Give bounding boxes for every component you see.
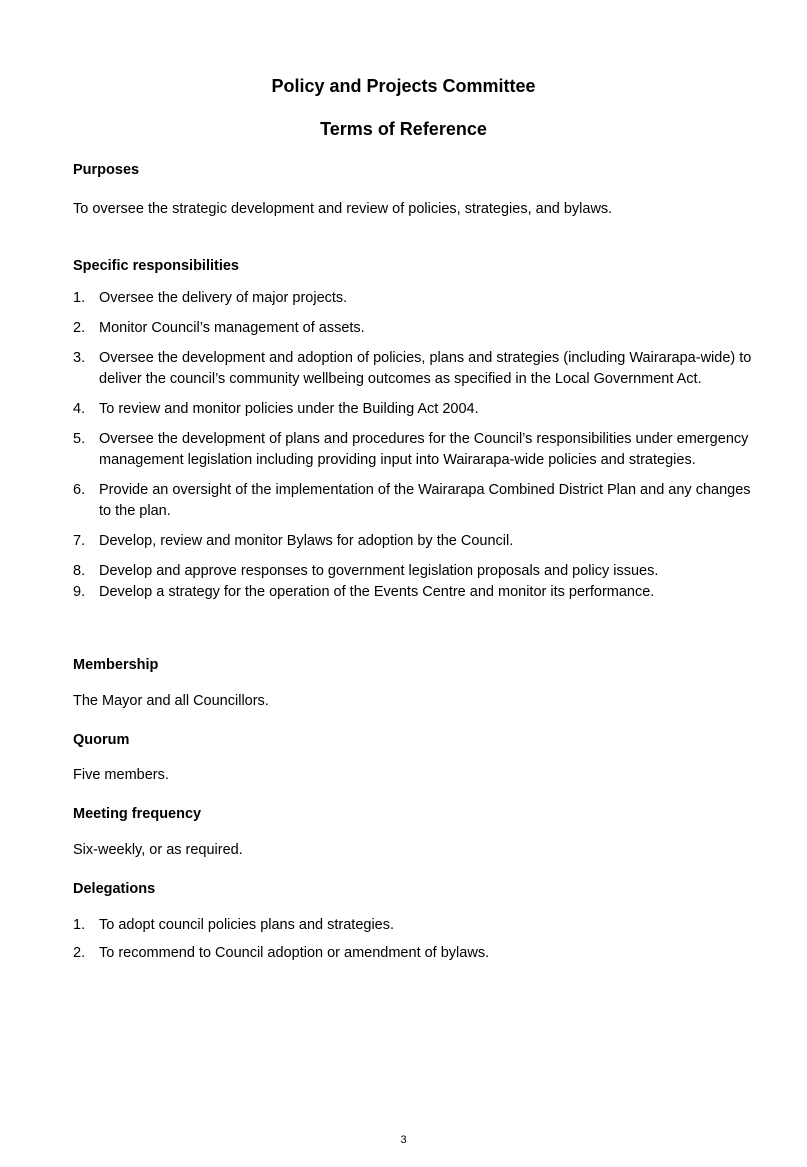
- document-subtitle: Terms of Reference: [320, 119, 487, 139]
- list-item-number: 3.: [73, 350, 86, 366]
- meeting-frequency-heading: Meeting frequency: [73, 806, 202, 822]
- responsibilities-heading: Specific responsibilities: [73, 258, 239, 274]
- quorum-text: Five members.: [73, 767, 169, 783]
- list-item-text: Oversee the development and adoption of policies, plans and strategies (including Wairarapa-wide) to deliver the council’s community wellbeing outcomes as specified in the Local Government Act.: [99, 350, 752, 387]
- list-item-text: To recommend to Council adoption or amendment of bylaws.: [99, 945, 490, 961]
- list-item-text: Oversee the development of plans and procedures for the Council’s responsibilities under emergency management legislation including providing input into Wairarapa-wide policies and strategies.: [99, 431, 749, 468]
- list-item-number: 5.: [73, 431, 86, 447]
- quorum-heading: Quorum: [73, 732, 130, 748]
- list-item: [73, 399, 753, 420]
- purposes-heading: Purposes: [73, 162, 140, 178]
- list-item-text: To review and monitor policies under the Building Act 2004.: [99, 401, 479, 417]
- membership-text: The Mayor and all Councillors.: [73, 693, 269, 709]
- list-item-text: Provide an oversight of the implementation of the Wairarapa Combined District Plan and any changes to the plan.: [99, 482, 751, 519]
- delegations-heading: Delegations: [73, 881, 156, 897]
- meeting-frequency-text: Six-weekly, or as required.: [73, 842, 243, 858]
- list-item-number: 7.: [73, 533, 86, 549]
- list-item-number: 9.: [73, 584, 86, 600]
- list-item-text: Oversee the delivery of major projects.: [99, 290, 348, 306]
- list-item: [73, 318, 753, 339]
- list-item-number: 1.: [73, 290, 86, 306]
- list-item: [73, 915, 753, 936]
- list-item-number: 2.: [73, 945, 86, 961]
- list-item-text: To adopt council policies plans and strategies.: [99, 917, 395, 933]
- delegations-list: [73, 915, 753, 971]
- list-item-number: 6.: [73, 482, 86, 498]
- purposes-text: To oversee the strategic development and review of policies, strategies, and bylaws.: [73, 201, 613, 217]
- list-item-text: Develop, review and monitor Bylaws for adoption by the Council.: [99, 533, 514, 549]
- document-title: Policy and Projects Committee: [271, 76, 536, 96]
- list-item: [73, 480, 753, 522]
- list-item-number: 1.: [73, 917, 86, 933]
- list-item-text: Monitor Council’s management of assets.: [99, 320, 365, 336]
- list-item: [73, 531, 753, 552]
- list-item: [73, 348, 753, 390]
- page-number: 3: [400, 1134, 407, 1146]
- list-item-number: 8.: [73, 563, 86, 579]
- list-item: [73, 582, 753, 603]
- membership-heading: Membership: [73, 657, 159, 673]
- list-item-number: 4.: [73, 401, 86, 417]
- list-item-text: Develop and approve responses to government legislation proposals and policy issues.: [99, 563, 659, 579]
- list-item: [73, 288, 753, 309]
- responsibilities-list: [73, 288, 753, 603]
- list-item-number: 2.: [73, 320, 86, 336]
- list-item: [73, 943, 753, 964]
- list-item: [73, 429, 753, 471]
- list-item-text: Develop a strategy for the operation of the Events Centre and monitor its performance.: [99, 584, 655, 600]
- list-item: [73, 561, 753, 582]
